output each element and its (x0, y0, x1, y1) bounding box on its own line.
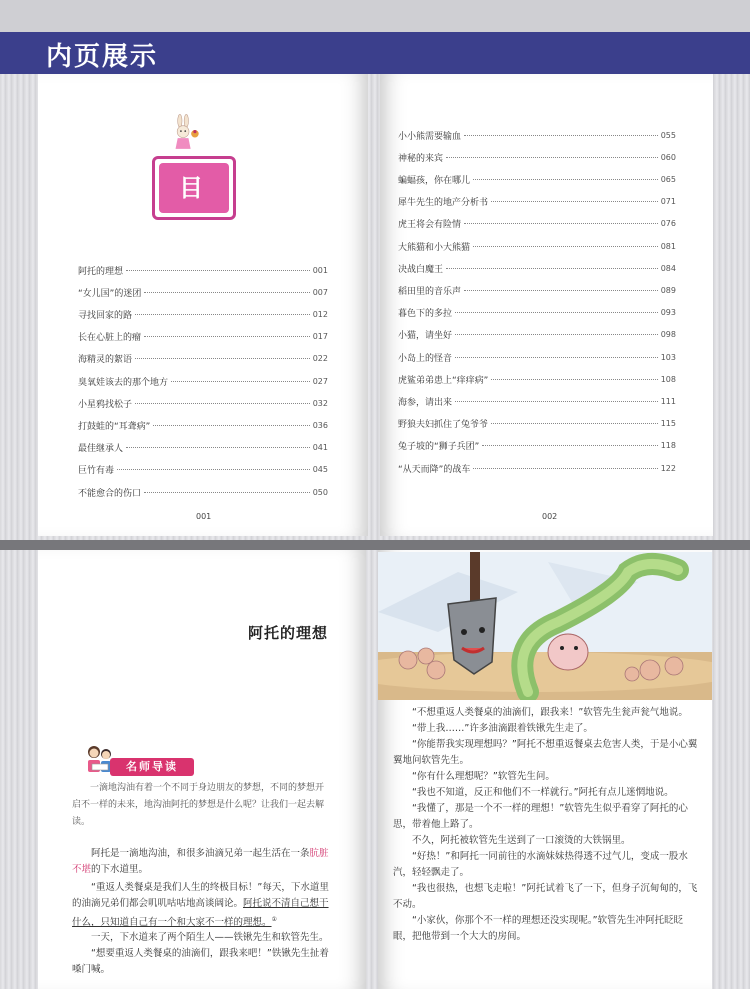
chapter-title: 阿托的理想 (248, 624, 329, 642)
toc-leader-dots (473, 246, 658, 247)
toc-entry-page: 089 (660, 285, 676, 295)
underlined-sentence: 阿托说不清自己想干什么，只知道自己有一个和大家不一样的理想。 (72, 898, 329, 929)
toc-entry (398, 216, 676, 232)
toc-entry-title: 巨竹有毒 (78, 466, 115, 477)
toc-entry-title: 兔子坡的“狮子兵团” (398, 442, 480, 453)
toc-entry-title: 虎鲨弟弟患上“痒痒病” (398, 375, 489, 386)
toc-entry-title: 决战白魔王 (398, 264, 444, 275)
story-right-paragraph: 不久，阿托被软管先生送到了一口滚烫的大铁锅里。 (412, 835, 631, 846)
toc-entry-page: 032 (312, 398, 328, 408)
story-right-paragraph: “不想重返人类餐桌的油滴们，跟我来！”软管先生瓮声瓮气地说。 (412, 707, 688, 718)
toc-leader-dots (491, 201, 658, 202)
toc-entry (78, 373, 328, 389)
toc-leader-dots (126, 447, 310, 448)
toc-entry-page: 118 (660, 441, 676, 451)
story-paragraph-1: 阿托是一滴地沟油，和很多油滴兄弟一起生活在一条肮脏不堪的下水道里。 (72, 848, 329, 875)
toc-entry (398, 149, 676, 165)
toc-entry-title: 蝙蝠孩，你在哪儿 (398, 175, 471, 186)
bunny-mascot-icon (168, 112, 224, 162)
toc-entry-page: 022 (312, 354, 328, 364)
toc-title: 目 录 (159, 163, 229, 213)
toc-entry-page: 036 (312, 420, 328, 430)
toc-leader-dots (126, 270, 310, 271)
toc-entry-title: “从天而降”的战车 (398, 464, 471, 475)
toc-entry (398, 416, 676, 432)
toc-entry-page: 093 (660, 308, 676, 318)
toc-entry-page: 115 (660, 419, 676, 429)
toc-entry-page: 108 (660, 374, 676, 384)
toc-entry-title: 小星鸦找松子 (78, 399, 133, 410)
toc-leader-dots (491, 379, 657, 380)
toc-entry-title: 阿托的理想 (78, 266, 124, 277)
teacher-guide-badge: 名师导读 (110, 758, 194, 776)
toc-entry-page: 060 (660, 152, 676, 162)
story-paragraph-2: “重返人类餐桌是我们人生的终极目标！”每天，下水道里的油滴兄弟们都会叽叽咕咕地高谈阔论。阿托说不清自己想干什么，只知道自己有一个和大家不一样的理想。① (72, 882, 329, 929)
header-banner (0, 32, 750, 74)
toc-leader-dots (144, 492, 310, 493)
toc-leader-dots (473, 179, 658, 180)
story-right-paragraph: “好热！”和阿托一同前往的水滴妹妹热得透不过气儿，变成一股水汽，轻轻飘走了。 (393, 851, 688, 878)
story-right-paragraph: “我也不知道，反正和他们不一样就行。”阿托有点儿迷惘地说。 (412, 787, 674, 798)
toc-leader-dots (135, 403, 310, 404)
toc-leader-dots (153, 425, 309, 426)
toc-entry-title: 稻田里的音乐声 (398, 286, 462, 297)
story-right-paragraph: “我懂了，那是一个不一样的理想！”软管先生似乎看穿了阿托的心思，带着他上路了。 (393, 803, 688, 830)
toc-leader-dots (455, 312, 658, 313)
toc-entry-title: 神秘的来宾 (398, 153, 444, 164)
toc-leader-dots (491, 423, 658, 424)
toc-entry-title: “女儿国”的迷团 (78, 288, 142, 299)
toc-entry-title: 野狼夫妇抓住了兔爷爷 (398, 420, 489, 431)
highlight-phrase: 肮脏不堪 (72, 848, 329, 875)
toc-leader-dots (446, 157, 658, 158)
toc-entry (398, 349, 676, 365)
toc-leader-dots (455, 357, 658, 358)
toc-entry-page: 065 (660, 174, 676, 184)
toc-entry-title: 小小熊需要输血 (398, 131, 462, 142)
toc-leader-dots (446, 268, 658, 269)
toc-entry-title: 最佳继承人 (78, 444, 124, 455)
toc-entry-page: 017 (312, 332, 328, 342)
toc-entry (78, 262, 328, 278)
toc-entry-page: 045 (312, 465, 328, 475)
story-paragraph-3: 一天，下水道来了两个陌生人——铁锹先生和软管先生。 (91, 932, 329, 943)
toc-entry-page: 027 (312, 376, 328, 386)
story-right-paragraph: “小家伙，你那个不一样的理想还没实现呢。”软管先生冲阿托眨眨眼，把他带到一个大大的房间。 (393, 915, 684, 942)
toc-leader-dots (482, 445, 657, 446)
toc-entry-title: 大熊猫和小大熊猫 (398, 242, 471, 253)
story-illustration (378, 552, 712, 700)
toc-leader-dots (144, 336, 310, 337)
toc-entry-page: 007 (312, 287, 328, 297)
story-right-paragraph: “带上我……”许多油滴跟着铁锹先生走了。 (412, 723, 593, 734)
toc-entry-page: 111 (660, 396, 676, 406)
story-paragraph-4: “想要重返人类餐桌的油滴们，跟我来吧！”铁锹先生扯着嗓门喊。 (72, 948, 329, 975)
toc-entry (78, 417, 328, 433)
toc-entry-page: 071 (660, 197, 676, 207)
toc-entry-page: 041 (312, 443, 328, 453)
toc-entry (78, 462, 328, 478)
toc-entry (78, 351, 328, 367)
toc-entry (78, 306, 328, 322)
story-right-text (393, 705, 699, 945)
toc-entry-title: 虎王将会有险情 (398, 220, 462, 231)
toc-entry-page: 103 (660, 352, 676, 362)
page-number-left: 001 (196, 512, 212, 521)
toc-entry-title: 打鼓蛙的“耳聋病” (78, 421, 151, 432)
toc-leader-dots (473, 468, 657, 469)
toc-leader-dots (455, 401, 658, 402)
toc-entry (398, 438, 676, 454)
toc-entry (78, 440, 328, 456)
toc-entry (398, 282, 676, 298)
toc-title-box (152, 156, 236, 252)
toc-entry (78, 284, 328, 300)
toc-entry-title: 寻找回家的路 (78, 310, 133, 321)
toc-leader-dots (117, 469, 310, 470)
toc-entry-title: 小猫，请坐好 (398, 331, 453, 342)
toc-entry-page: 012 (312, 309, 328, 319)
toc-entry-title: 犀牛先生的地产分析书 (398, 198, 489, 209)
toc-leader-dots (135, 358, 310, 359)
toc-entry (398, 238, 676, 254)
section-divider (0, 540, 750, 550)
toc-entry (398, 371, 676, 387)
toc-entry (398, 127, 676, 143)
toc-entry (398, 305, 676, 321)
toc-entry-page: 050 (312, 487, 328, 497)
toc-entry-page: 081 (660, 241, 676, 251)
toc-leader-dots (464, 223, 658, 224)
toc-leader-dots (144, 292, 309, 293)
toc-entry-page: 098 (660, 330, 676, 340)
toc-entry (398, 393, 676, 409)
toc-entry-page: 001 (312, 265, 328, 275)
toc-entry-title: 小岛上的怪音 (398, 353, 453, 364)
toc-entry (398, 260, 676, 276)
toc-entry (398, 327, 676, 343)
toc-entry-page: 084 (660, 263, 676, 273)
toc-entry-title: 海精灵的絮语 (78, 355, 133, 366)
intro-text: 一滴地沟油有着一个不同于身边朋友的梦想，不同的梦想开启不一样的未来，地沟油阿托的梦想是什么呢？让我们一起去解读。 (72, 783, 325, 827)
toc-entry (78, 329, 328, 345)
toc-leader-dots (464, 290, 658, 291)
story-right-paragraph: “我也很热，也想飞走啦！”阿托试着飞了一下，但身子沉甸甸的，飞不动。 (393, 883, 698, 910)
toc-entry (398, 460, 676, 476)
toc-entry (78, 395, 328, 411)
toc-entry-title: 不能愈合的伤口 (78, 488, 142, 499)
story-right-paragraph: “你有什么理想呢？”软管先生问。 (412, 771, 555, 782)
page-number-right: 002 (542, 512, 558, 521)
toc-entry (398, 171, 676, 187)
toc-entry (398, 194, 676, 210)
banner-title: 内页展示 (46, 42, 159, 72)
toc-leader-dots (455, 334, 658, 335)
toc-entry-page: 055 (660, 130, 676, 140)
toc-leader-dots (135, 314, 310, 315)
toc-leader-dots (171, 381, 310, 382)
toc-entry-title: 臭氧娃该去的那个地方 (78, 377, 169, 388)
toc-entry-title: 暮色下的多拉 (398, 309, 453, 320)
toc-entry-title: 长在心脏上的瘤 (78, 333, 142, 344)
toc-entry-page: 122 (660, 463, 676, 473)
toc-leader-dots (464, 135, 658, 136)
toc-entry-title: 海参，请出来 (398, 397, 453, 408)
toc-entry-page: 076 (660, 219, 676, 229)
story-right-paragraph: “你能帮我实现理想吗？”阿托不想重返餐桌去危害人类，于是小心翼翼地问软管先生。 (393, 739, 698, 766)
toc-entry (78, 484, 328, 500)
